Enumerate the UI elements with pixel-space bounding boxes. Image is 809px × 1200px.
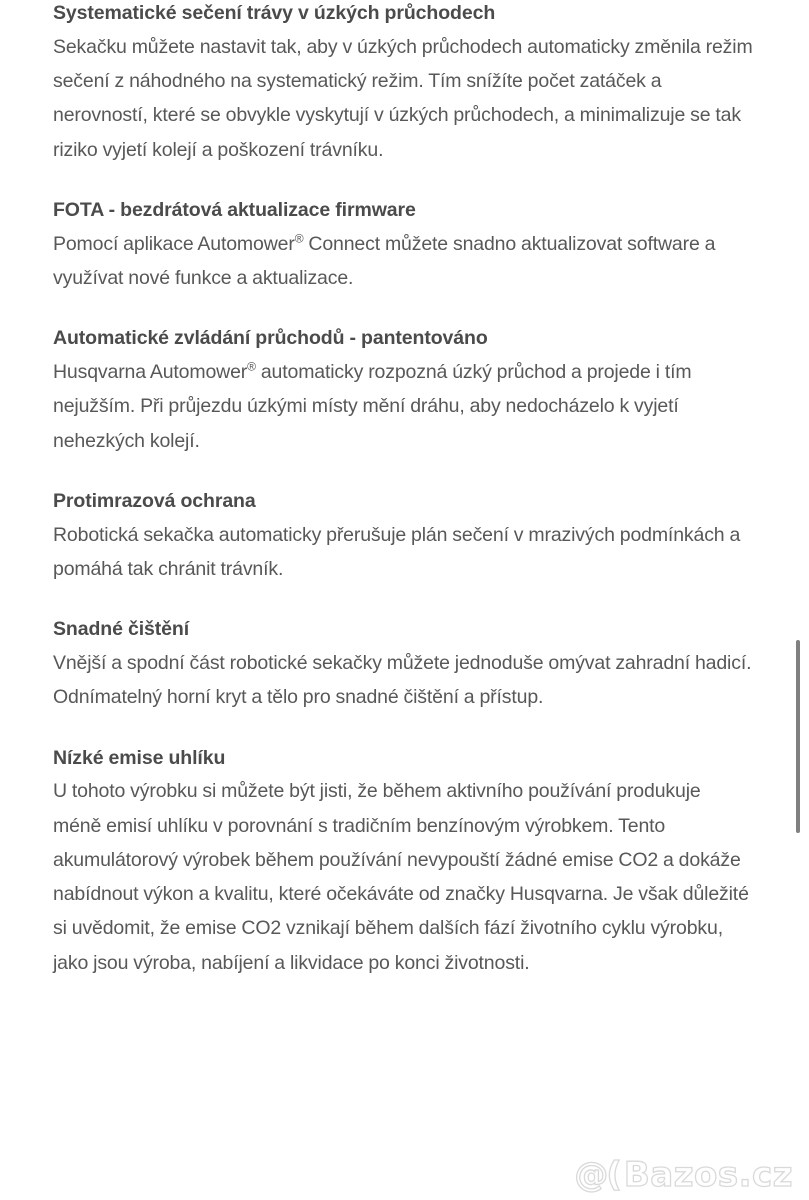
vertical-scrollbar-track[interactable] bbox=[793, 0, 801, 1200]
section-protimrazova-ochrana bbox=[53, 488, 753, 586]
section-body-text-after-trademark: Connect můžete snadno aktualizovat software a využívat nové funkce a aktualizace. bbox=[53, 232, 716, 289]
section-heading: FOTA - bezdrátová aktualizace firmware bbox=[53, 198, 416, 221]
section-body: Robotická sekačka automaticky přerušuje plán sečení v mrazivých podmínkách a pomáhá tak chránit trávník. bbox=[53, 523, 741, 580]
section-body: U tohoto výrobku si můžete být jisti, že během aktivního používání produkuje méně emisí uhlíku v porovnání s tradičním benzínovým výrobkem. Tento akumulátorový výrobek během používání nevypouští žádné emise CO2 a dokáže nabídnout výkon a kvalitu, které očekáváte od značky Husqvarna. Je však důležité si uvědomit, že emise CO2 vznikají během dalších fází životního cyklu výrobku, jako jsou výroba, nabíjení a likvidace po konci životnosti. bbox=[53, 780, 749, 974]
section-fota bbox=[53, 197, 753, 295]
section-snadne-cisteni bbox=[53, 616, 753, 714]
section-body bbox=[53, 227, 753, 296]
at-symbol-icon: @( bbox=[574, 1155, 620, 1195]
section-body bbox=[53, 355, 753, 458]
watermark-label: Bazos.cz bbox=[623, 1155, 793, 1195]
section-nizke-emise-uhliku bbox=[53, 745, 753, 981]
section-heading: Nízké emise uhlíku bbox=[53, 746, 226, 769]
section-systematicke-seceni bbox=[53, 0, 753, 167]
section-heading: Snadné čištění bbox=[53, 618, 190, 641]
section-heading: Protimrazová ochrana bbox=[53, 489, 256, 512]
section-automaticke-zvladani-prochodu bbox=[53, 325, 753, 458]
section-body-text-before-trademark: Pomocí aplikace Automower bbox=[53, 232, 295, 255]
section-heading: Systematické sečení trávy v úzkých průchodech bbox=[53, 2, 496, 24]
section-body-text-after-trademark: automaticky rozpozná úzký průchod a projede i tím nejužším. Při průjezdu úzkými místy mění dráhu, aby nedocházelo k vyjetí nehezkých kolejí. bbox=[53, 360, 692, 452]
section-body-text-before-trademark: Husqvarna Automower bbox=[53, 360, 248, 383]
registered-trademark-icon: ® bbox=[294, 231, 304, 246]
registered-trademark-icon: ® bbox=[247, 359, 256, 374]
product-description-article bbox=[53, 0, 753, 1010]
section-body: Sekačku můžete nastavit tak, aby v úzkých průchodech automaticky změnila režim sečení z náhodného na systematický režim. Tím snížíte počet zatáček a nerovností, které se obvykle vyskytují v úzkých průchodech, a minimalizuje se tak riziko vyjetí kolejí a poškození trávníku. bbox=[53, 35, 753, 161]
vertical-scrollbar-thumb[interactable] bbox=[796, 640, 800, 833]
bazos-watermark bbox=[574, 1155, 793, 1195]
section-body: Vnější a spodní část robotické sekačky můžete jednoduše omývat zahradní hadicí. Odnímatelný horní kryt a tělo pro snadné čištění a přístup. bbox=[53, 651, 752, 709]
section-heading: Automatické zvládání průchodů - pantentováno bbox=[53, 327, 488, 350]
